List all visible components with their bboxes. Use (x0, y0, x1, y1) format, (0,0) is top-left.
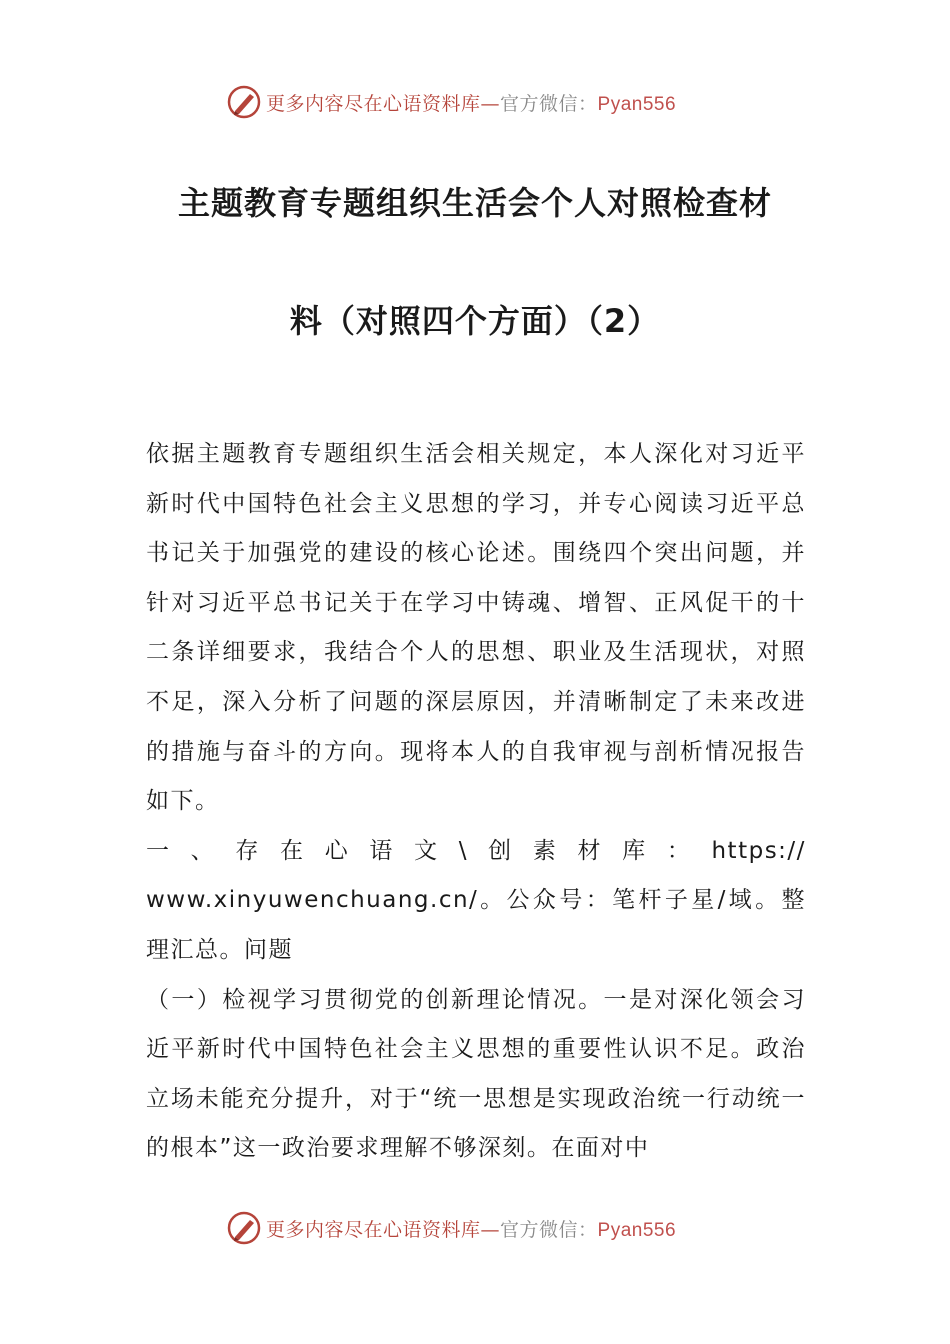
banner-wechat-label: 官方微信： (500, 92, 598, 115)
document-body (146, 430, 806, 1174)
heading-char: 材 (577, 837, 602, 864)
heading-char: 库 (622, 837, 647, 864)
document-title-line2: 料（对照四个方面）（2） (289, 302, 661, 340)
heading-char: ： (666, 837, 692, 864)
heading-char: 存 (235, 837, 260, 864)
banner-dash: — (480, 92, 501, 115)
header-banner-text (266, 89, 676, 116)
heading-char: \ (458, 837, 468, 864)
footer-banner (226, 1208, 726, 1248)
banner-slogan: 更多内容尽在心语资料库 (266, 1218, 481, 1241)
header-banner (226, 82, 726, 122)
heading-char: 在 (280, 837, 305, 864)
footer-banner-text (266, 1215, 676, 1242)
heading-char: 语 (369, 837, 394, 864)
banner-wechat-label: 官方微信： (500, 1218, 598, 1241)
banner-wechat-id: Pyan556 (597, 93, 677, 115)
heading-char: 素 (532, 837, 558, 864)
heading-url-start: https:// (711, 837, 806, 864)
heading-char: 创 (488, 837, 513, 864)
section-heading-first-line (146, 827, 806, 877)
heading-char: 文 (414, 837, 439, 864)
pen-logo-icon (226, 1210, 262, 1246)
section-heading-rest: www.xinyuwenchuang.cn/。公众号：笔杆子星/域。整理汇总。问题 (146, 887, 806, 963)
heading-char: 心 (324, 837, 350, 864)
banner-slogan: 更多内容尽在心语资料库 (266, 92, 481, 115)
intro-paragraph: 依据主题教育专题组织生活会相关规定，本人深化对习近平新时代中国特色社会主义思想的学习，并专心阅读习近平总书记关于加强党的建设的核心论述。围绕四个突出问题，并针对习近平总书记关于在学习中铸魂、增智、正风促干的十二条详细要求，我结合个人的思想、职业及生活现状，对照不足，深入分析了问题的深层原因，并清晰制定了未来改进的措施与奋斗的方向。现将本人的自我审视与剖析情况报告如下。 (146, 441, 806, 815)
banner-wechat-id: Pyan556 (597, 1219, 677, 1241)
heading-char: 一 (146, 837, 171, 864)
banner-dash: — (480, 1218, 501, 1241)
document-title-line1: 主题教育专题组织生活会个人对照检查材 (177, 184, 772, 222)
paragraph-1: （一）检视学习贯彻党的创新理论情况。一是对深化领会习近平新时代中国特色社会主义思想的重要性认识不足。政治立场未能充分提升，对于“统一思想是实现政治统一行动统一的根本”这一政治要求理解不够深刻。在面对中 (146, 986, 806, 1162)
heading-char: 、 (190, 837, 216, 864)
pen-logo-icon (226, 84, 262, 120)
